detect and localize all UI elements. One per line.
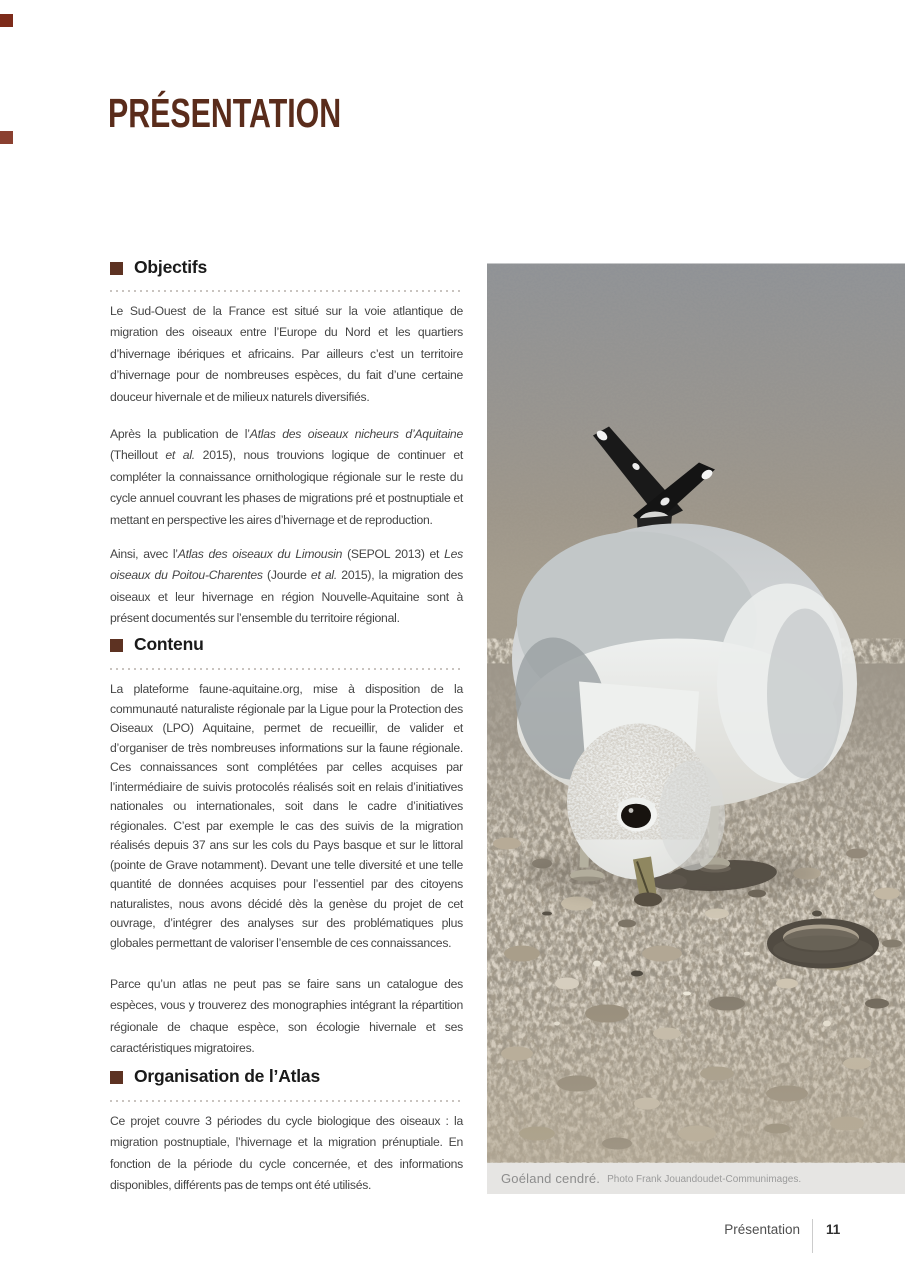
square-bullet-icon	[110, 1071, 123, 1084]
gull-photo-illustration	[487, 263, 905, 1163]
paragraph: Après la publication de l’Atlas des oiseaux nicheurs d’Aquitaine (Theillout et al. 2015), nous trouvions logique de continuer et compléter la connaissance ornithologique régionale sur le reste du cycle annuel couvrant les phases de migrations pré et postnuptiale et mettant en perspective les aires d’hivernage et de reproduction.	[110, 427, 463, 527]
footer-section-label: Présentation	[724, 1222, 800, 1237]
foreground-blur	[487, 984, 905, 1163]
footer-page-number: 11	[826, 1222, 841, 1237]
section-heading-objectifs	[110, 257, 463, 278]
dashed-rule	[110, 1100, 463, 1102]
dark-ring-object	[767, 919, 879, 969]
page-title: PRÉSENTATION	[108, 90, 342, 137]
paragraph: Parce qu’un atlas ne peut pas se faire sans un catalogue des espèces, vous y trouverez des monographies intégrant la répartition régionale de chaque espèce, son écologie hivernale et ses caractéristiques migratoires.	[110, 977, 463, 1056]
section-heading-label: Organisation de l’Atlas	[134, 1066, 320, 1086]
dashed-rule	[110, 290, 463, 292]
paragraph: Le Sud-Ouest de la France est situé sur la voie atlantique de migration des oiseaux entre l’Europe du Nord et les quartiers d’hivernage ibériques et africains. Par ailleurs c’est un territoire d’hivernage pour de nombreuses espèces, du fait d’une certaine douceur hivernale et de milieux naturels diversifiés.	[110, 304, 463, 404]
dashed-rule	[110, 668, 463, 670]
eye	[617, 798, 657, 832]
photo-caption	[487, 1163, 905, 1194]
chapter-tab-marker	[0, 131, 13, 144]
caption-species: Goéland cendré.	[501, 1171, 601, 1186]
section-heading-contenu	[110, 634, 463, 655]
paragraph: Ainsi, avec l’Atlas des oiseaux du Limousin (SEPOL 2013) et Les oiseaux du Poitou-Charentes (Jourde et al. 2015), la migration des oiseaux et leur hivernage en région Nouvelle-Aquitaine sont à présent documentés sur l’ensemble du territoire régional.	[110, 547, 464, 626]
square-bullet-icon	[110, 639, 123, 652]
paragraph: Ce projet couvre 3 périodes du cycle biologique des oiseaux : la migration postnuptiale, l’hivernage et la migration prénuptiale. En fonction de la période du cycle concernée, et des informations disponibles, différents pas de temps ont été utilisés.	[110, 1114, 463, 1193]
section-heading-organisation	[110, 1066, 463, 1087]
square-bullet-icon	[110, 262, 123, 275]
caption-credit: Photo Frank Jouandoudet-Communimages.	[607, 1174, 802, 1185]
section-heading-label: Objectifs	[134, 257, 208, 277]
chapter-tab-marker	[0, 14, 13, 27]
paragraph: La plateforme faune-aquitaine.org, mise à disposition de la communauté naturaliste régionale par la Ligue pour la Protection des Oiseaux (LPO) Aquitaine, permet de recueillir, de valider et d’organiser de très nombreuses informations sur la faune régionale. Ces connaissances sont complétées par celles acquises par l’intermédiaire de suivis protocolés réalisés soit en relais d’initiatives nationales ou internationales, soit dans le cadre d’initiatives régionales. C’est par exemple le cas des suivis de la migration réalisés depuis 37 ans sur les cols du Pays basque et sur le littoral (pointe de Grave notamment). Devant une telle diversité et une telle quantité de données acquises pour l’essentiel par des citoyens naturalistes, nous avons décidé dès la genèse du projet de cet ouvrage, d’intégrer des analyses sur des problématiques plus globales permettant de valoriser l’ensemble de ces connaissances.	[110, 682, 463, 950]
footer-divider	[812, 1219, 813, 1253]
photo-figure	[487, 263, 905, 1194]
section-heading-label: Contenu	[134, 634, 204, 654]
